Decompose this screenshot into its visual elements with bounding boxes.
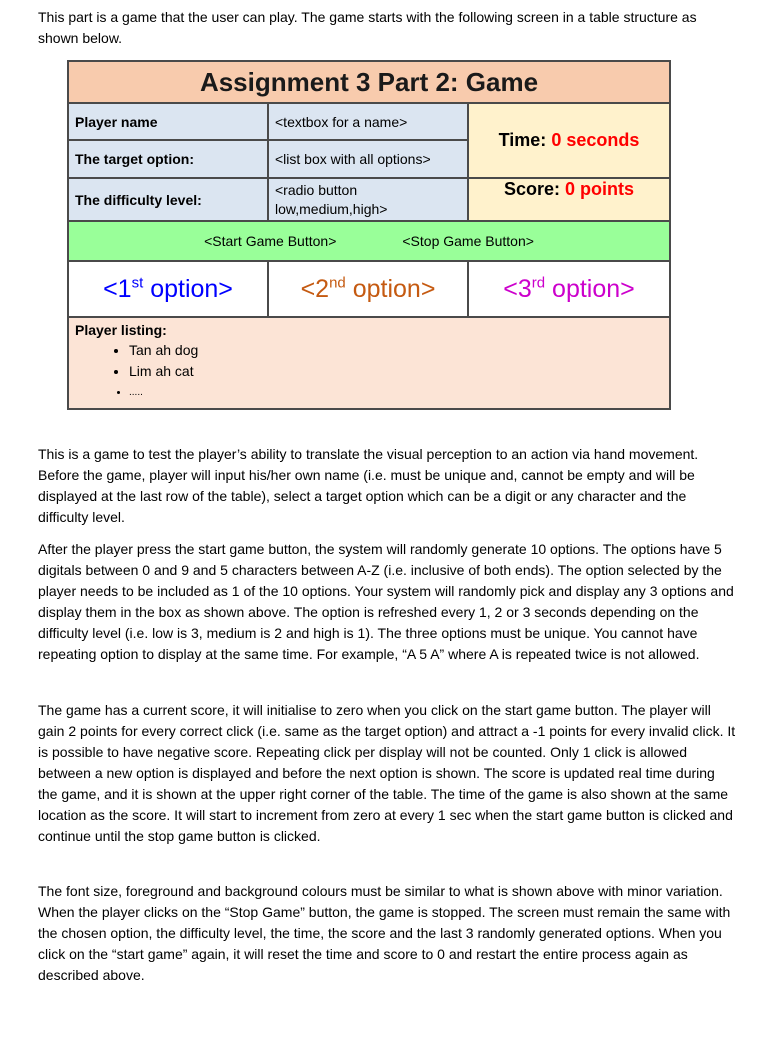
- option-2-sup: nd: [329, 274, 346, 292]
- score-label: Score:: [503, 179, 565, 199]
- game-title: Assignment 3 Part 2: Game: [68, 61, 670, 103]
- time-display: [468, 103, 670, 178]
- difficulty-level-label: The difficulty level:: [68, 178, 268, 221]
- stop-game-button-placeholder: <Stop Game Button>: [402, 233, 534, 249]
- option-1-post: option>: [143, 274, 233, 303]
- option-1-pre: <1: [103, 274, 132, 303]
- score-display: [468, 178, 670, 221]
- option-2-cell: [268, 261, 468, 317]
- button-row: [68, 221, 670, 261]
- option-1-sup: st: [131, 274, 144, 292]
- player-name-label: Player name: [68, 103, 268, 140]
- difficulty-radio-placeholder: <radio button low,medium,high>: [268, 178, 468, 221]
- player-listing-cell: [68, 317, 670, 409]
- option-3-pre: <3: [503, 274, 532, 303]
- styling-paragraph: The font size, foreground and background colours must be similar to what is shown above with minor variation. When the player clicks on the “Stop Game” button, the game is stopped. The screen must remain the same with the chosen option, the difficulty level, the time, the score and the last 3 randomly generated options. When you click on the “start game” again, it will reset the time and score to 0 and restart the entire process again as described above.: [38, 883, 731, 983]
- player-name-textbox-placeholder: <textbox for a name>: [268, 103, 468, 140]
- target-option-listbox-placeholder: <list box with all options>: [268, 140, 468, 178]
- game-layout-table: [67, 60, 671, 410]
- rules-paragraph: After the player press the start game button, the system will randomly generate 10 options. The options have 5 digitals between 0 and 9 and 5 characters between A-Z (i.e. inclusive of both ends). The option selected by the player needs to be included as 1 of the 10 options. Your system will randomly pick and display any 3 options and display them in the box as shown above. The option is refreshed every 1, 2 or 3 seconds depending on the difficulty level (i.e. low is 3, medium is 2 and high is 1). The three options must be unique. You cannot have repeating option to display at the same time. For example, “A 5 A” where A is repeated twice is not allowed.: [38, 541, 734, 662]
- option-2-pre: <2: [300, 274, 330, 303]
- time-value: 0 seconds: [551, 130, 640, 150]
- intro-paragraph: This part is a game that the user can play. The game starts with the following screen in a table structure as shown below.: [38, 9, 697, 46]
- option-3-post: option>: [545, 274, 635, 303]
- player-list-item: • .....: [129, 382, 663, 403]
- option-3-sup: rd: [531, 274, 546, 292]
- player-list-item: • Tan ah dog: [129, 340, 663, 361]
- option-2-post: option>: [345, 274, 436, 303]
- player-listing-label: Player listing:: [75, 322, 167, 338]
- scoring-paragraph: The game has a current score, it will initialise to zero when you click on the start game button. The player will gain 2 points for every correct click (i.e. same as the target option) and attract a -1 points for every invalid click. It is possible to have negative score. Repeating click per display will not be counted. Only 1 click is allowed between a new option is displayed and before the next option is shown. The score is updated real time during the game, and it is shown at the upper right corner of the table. The time of the game is also shown at the same location as the score. It will start to increment from zero at every 1 sec when the start game button is clicked and continue until the stop game button is clicked.: [38, 702, 736, 844]
- player-list-item: • Lim ah cat: [129, 361, 663, 382]
- target-option-label: The target option:: [68, 140, 268, 178]
- score-value: 0 points: [565, 179, 635, 199]
- time-label: Time:: [498, 130, 552, 150]
- option-1-cell: [68, 261, 268, 317]
- player-list: [75, 340, 663, 403]
- start-game-button-placeholder: <Start Game Button>: [204, 233, 337, 249]
- option-3-cell: [468, 261, 670, 317]
- description-paragraph: This is a game to test the player’s ability to translate the visual perception to an action via hand movement. Before the game, player will input his/her own name (i.e. must be unique and, cannot be empty and will be displayed at the last row of the table), select a target option which can be a digit or any character and the difficulty level.: [38, 446, 699, 525]
